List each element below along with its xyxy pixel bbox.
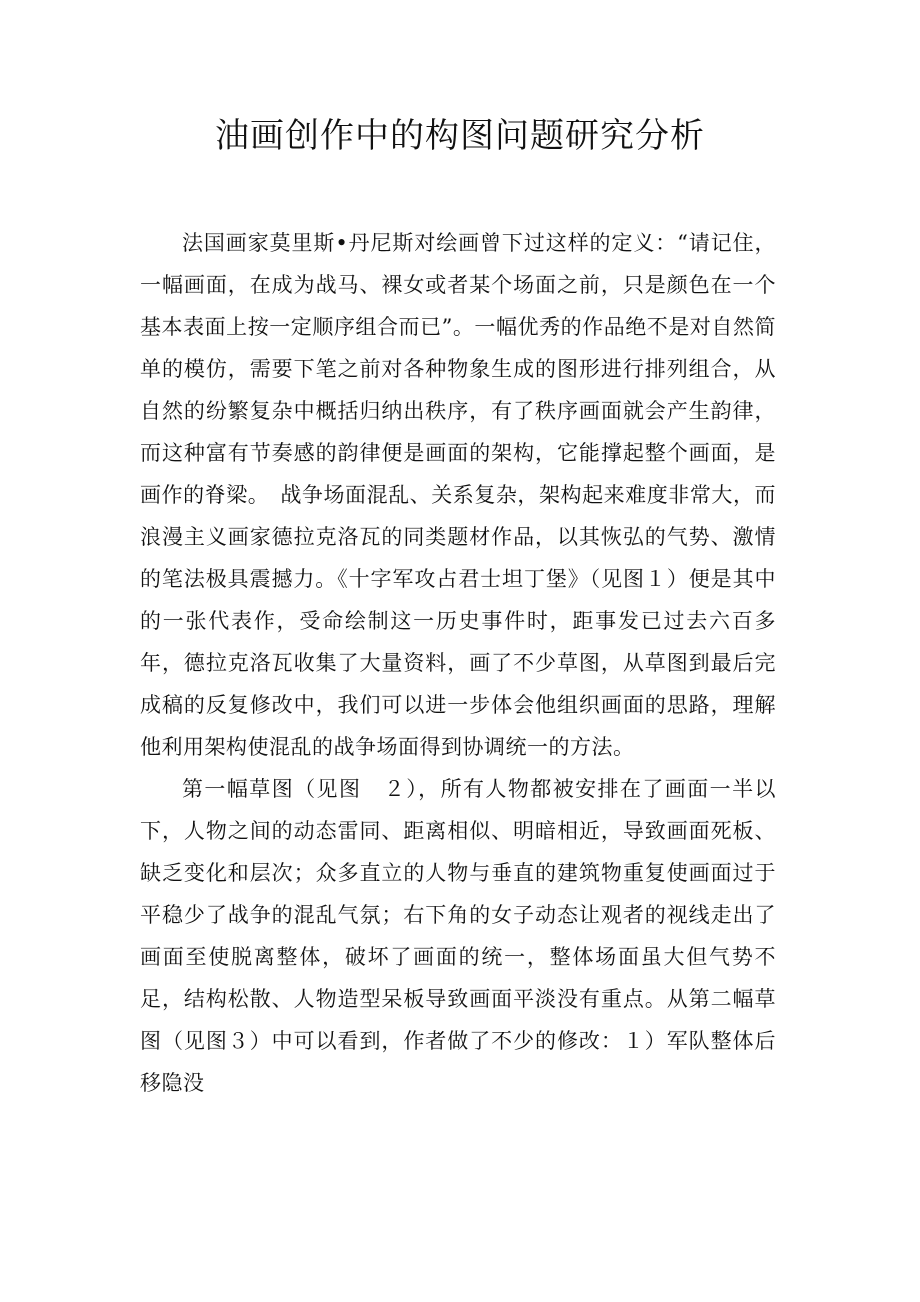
paragraph-2: 第一幅草图（见图 ２），所有人物都被安排在了画面一半以下，人物之间的动态雷同、距离相似、明暗相近，导致画面死板、缺乏变化和层次；众多直立的人物与垂直的建筑物重复使画面过于平稳少了战争的混乱气氛；右下角的女子动态让观者的视线走出了画面至使脱离整体，破坏了画面的统一，整体场面虽大但气势不足，结构松散、人物造型呆板导致画面平淡没有重点。从第二幅草图（见图３）中可以看到，作者做了不少的修改：１）军队整体后移隐没 [140, 777, 776, 1095]
paragraph-1: 法国画家莫里斯•丹尼斯对绘画曾下过这样的定义：“请记住，一幅画面，在成为战马、裸女或者某个场面之前，只是颜色在一个基本表面上按一定顺序组合而已”。一幅优秀的作品绝不是对自然简单的模仿，需要下笔之前对各种物象生成的图形进行排列组合，从自然的纷繁复杂中概括归纳出秩序，有了秩序画面就会产生韵律，而这种富有节奏感的韵律便是画面的架构，它能撑起整个画面，是画作的脊梁。 战争场面混乱、关系复杂，架构起来难度非常大，而浪漫主义画家德拉克洛瓦的同类题材作品，以其恢弘的气势、激情的笔法极具震撼力。《十字军攻占君士坦丁堡》（见图１）便是其中的一张代表作，受命绘制这一历史事件时，距事发已过去六百多年，德拉克洛瓦收集了大量资料，画了不少草图，从草图到最后完成稿的反复修改中，我们可以进一步体会他组织画面的思路，理解他利用架构使混乱的战争场面得到协调统一的方法。 [140, 231, 776, 759]
document-title: 油画创作中的构图问题研究分析 [215, 116, 705, 156]
document-body [140, 222, 776, 1104]
